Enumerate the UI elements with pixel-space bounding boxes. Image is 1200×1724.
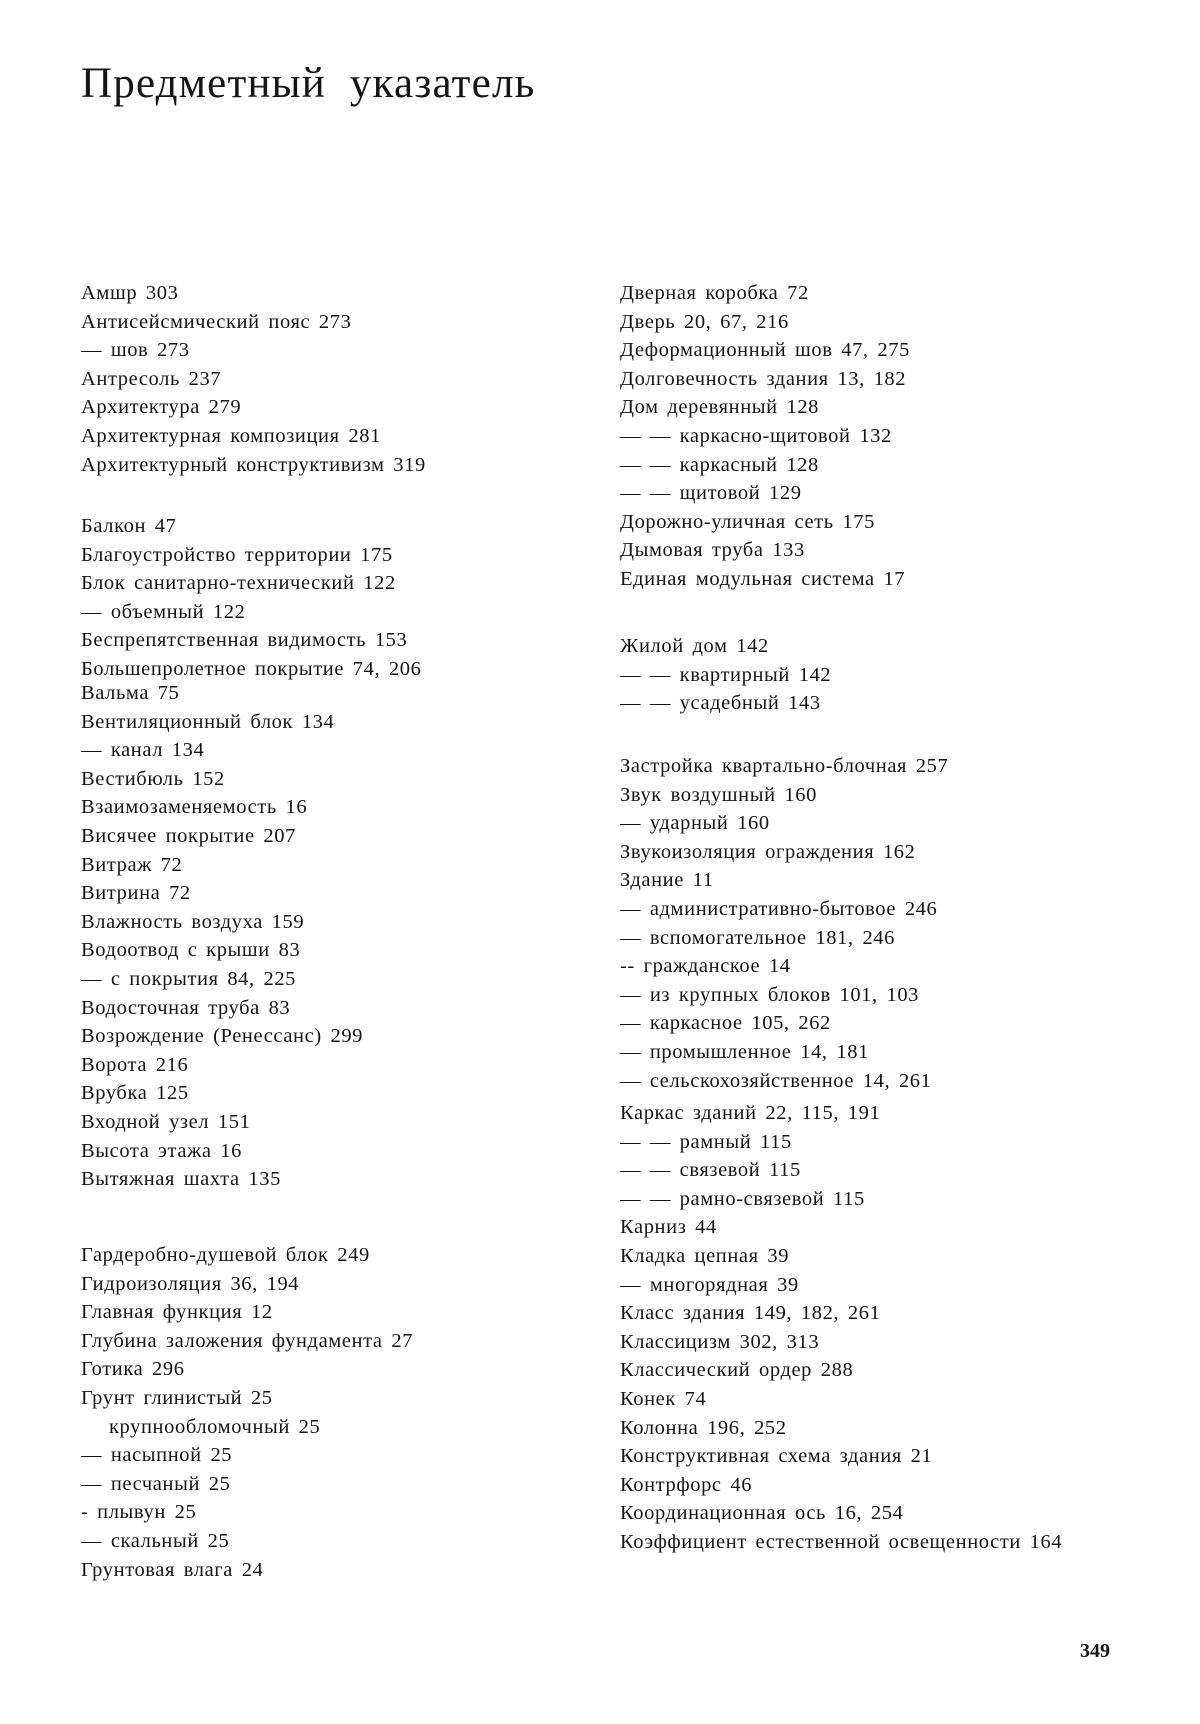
index-entry: Грунт глинистый 25 xyxy=(81,1386,273,1409)
index-entry: Деформационный шов 47, 275 xyxy=(620,339,910,362)
index-entry: -- гражданское 14 xyxy=(620,955,791,978)
index-entry: — — каркасно-щитовой 132 xyxy=(620,424,892,447)
index-group xyxy=(81,679,363,1194)
index-entry: — объемный 122 xyxy=(81,600,246,623)
index-entry: Архитектурный конструктивизм 319 xyxy=(81,453,426,476)
index-group xyxy=(620,752,948,1095)
index-entry: Конструктивная схема здания 21 xyxy=(620,1445,933,1468)
index-entry: Контрфорс 46 xyxy=(620,1473,753,1496)
index-entry: Блок санитарно-технический 122 xyxy=(81,572,396,595)
index-entry: Архитектура 279 xyxy=(81,396,242,419)
index-entry: Единая модульная система 17 xyxy=(620,567,906,590)
index-entry: - плывун 25 xyxy=(81,1501,197,1524)
index-entry: — ударный 160 xyxy=(620,812,770,835)
index-entry: Класс здания 149, 182, 261 xyxy=(620,1302,881,1325)
index-entry: — промышленное 14, 181 xyxy=(620,1040,869,1063)
index-entry: Дорожно-уличная сеть 175 xyxy=(620,510,875,533)
index-entry: Карниз 44 xyxy=(620,1216,717,1239)
index-entry: Дверная коробка 72 xyxy=(620,282,809,304)
index-entry: Каркас зданий 22, 115, 191 xyxy=(620,1102,881,1124)
index-entry: Антисейсмический пояс 273 xyxy=(81,310,352,333)
index-entry: Кладка цепная 39 xyxy=(620,1244,790,1267)
index-entry: Высота этажа 16 xyxy=(81,1139,242,1162)
index-entry: Входной узел 151 xyxy=(81,1110,251,1133)
index-entry: Висячее покрытие 207 xyxy=(81,824,296,847)
index-entry: Благоустройство территории 175 xyxy=(81,543,393,566)
index-entry: Дверь 20, 67, 216 xyxy=(620,310,789,333)
index-entry: Ворота 216 xyxy=(81,1053,189,1076)
index-entry: — — рамно-связевой 115 xyxy=(620,1187,865,1210)
index-entry: — вспомогательное 181, 246 xyxy=(620,926,895,949)
index-entry: Долговечность здания 13, 182 xyxy=(620,367,907,390)
index-entry: — многорядная 39 xyxy=(620,1273,799,1296)
index-entry: Возрождение (Ренессанс) 299 xyxy=(81,1025,364,1048)
index-entry: Водоотвод с крыши 83 xyxy=(81,939,301,962)
index-entry: Архитектурная композиция 281 xyxy=(81,424,381,447)
index-entry: Водосточная труба 83 xyxy=(81,996,291,1019)
index-entry: Глубина заложения фундамента 27 xyxy=(81,1329,414,1352)
index-entry: — — рамный 115 xyxy=(620,1130,792,1153)
index-entry: Гардеробно-душевой блок 249 xyxy=(81,1244,370,1266)
index-group xyxy=(620,632,831,718)
index-entry: Витрина 72 xyxy=(81,882,191,905)
index-entry: Вытяжная шахта 135 xyxy=(81,1168,281,1191)
index-entry: Вальма 75 xyxy=(81,682,180,704)
index-entry: — — каркасный 128 xyxy=(620,453,819,476)
index-entry: — административно-бытовое 246 xyxy=(620,897,938,920)
index-entry: Конек 74 xyxy=(620,1387,707,1410)
index-entry: — сельскохозяйственное 14, 261 xyxy=(620,1069,932,1092)
index-entry: — песчаный 25 xyxy=(81,1472,231,1495)
index-entry: — — усадебный 143 xyxy=(620,692,821,715)
index-entry: Вестибюль 152 xyxy=(81,767,225,790)
index-entry: Главная функция 12 xyxy=(81,1301,273,1324)
index-group xyxy=(81,512,421,684)
index-entry: — — щитовой 129 xyxy=(620,482,802,505)
index-entry: Антресоль 237 xyxy=(81,367,222,390)
index-entry: Врубка 125 xyxy=(81,1082,189,1105)
index-entry: Беспрепятственная видимость 153 xyxy=(81,629,408,652)
index-entry: Координационная ось 16, 254 xyxy=(620,1502,904,1525)
index-entry: Готика 296 xyxy=(81,1358,185,1381)
index-entry: — насыпной 25 xyxy=(81,1444,233,1467)
index-entry: — — квартирный 142 xyxy=(620,663,832,686)
index-entry: — канал 134 xyxy=(81,739,205,762)
index-entry: — скальный 25 xyxy=(81,1529,230,1552)
index-entry: Застройка квартально-блочная 257 xyxy=(620,755,949,777)
index-entry: крупнообломочный 25 xyxy=(109,1415,321,1438)
index-entry: — из крупных блоков 101, 103 xyxy=(620,983,920,1006)
page-number: 349 xyxy=(1080,1640,1110,1662)
index-entry: Жилой дом 142 xyxy=(620,635,769,657)
index-entry: Звук воздушный 160 xyxy=(620,783,817,806)
index-entry: — каркасное 105, 262 xyxy=(620,1012,831,1035)
index-entry: Балкон 47 xyxy=(81,515,177,537)
index-entry: Классический ордер 288 xyxy=(620,1359,854,1382)
index-entry: Здание 11 xyxy=(620,869,714,892)
index-entry: Витраж 72 xyxy=(81,853,183,876)
index-entry: Дом деревянный 128 xyxy=(620,396,820,419)
index-entry: — шов 273 xyxy=(81,339,190,362)
index-entry: Амшр 303 xyxy=(81,282,179,304)
page-title: Предметный указатель xyxy=(81,60,536,107)
index-entry: — с покрытия 84, 225 xyxy=(81,967,297,990)
index-entry: Грунтовая влага 24 xyxy=(81,1558,264,1581)
index-group xyxy=(81,279,426,479)
index-entry: — — связевой 115 xyxy=(620,1159,801,1182)
index-entry: Дымовая труба 133 xyxy=(620,539,805,562)
index-entry: Вентиляционный блок 134 xyxy=(81,710,335,733)
index-group xyxy=(81,1241,413,1584)
index-entry: Коэффициент естественной освещенности 164 xyxy=(620,1530,1063,1553)
index-group xyxy=(620,1099,1062,1557)
index-group xyxy=(620,279,910,594)
index-entry: Гидроизоляция 36, 194 xyxy=(81,1272,300,1295)
index-entry: Взаимозаменяемость 16 xyxy=(81,796,308,819)
index-entry: Звукоизоляция ограждения 162 xyxy=(620,840,916,863)
index-entry: Классицизм 302, 313 xyxy=(620,1330,820,1353)
index-entry: Колонна 196, 252 xyxy=(620,1416,787,1439)
index-entry: Влажность воздуха 159 xyxy=(81,910,305,933)
index-entry: Большепролетное покрытие 74, 206 xyxy=(81,657,422,680)
